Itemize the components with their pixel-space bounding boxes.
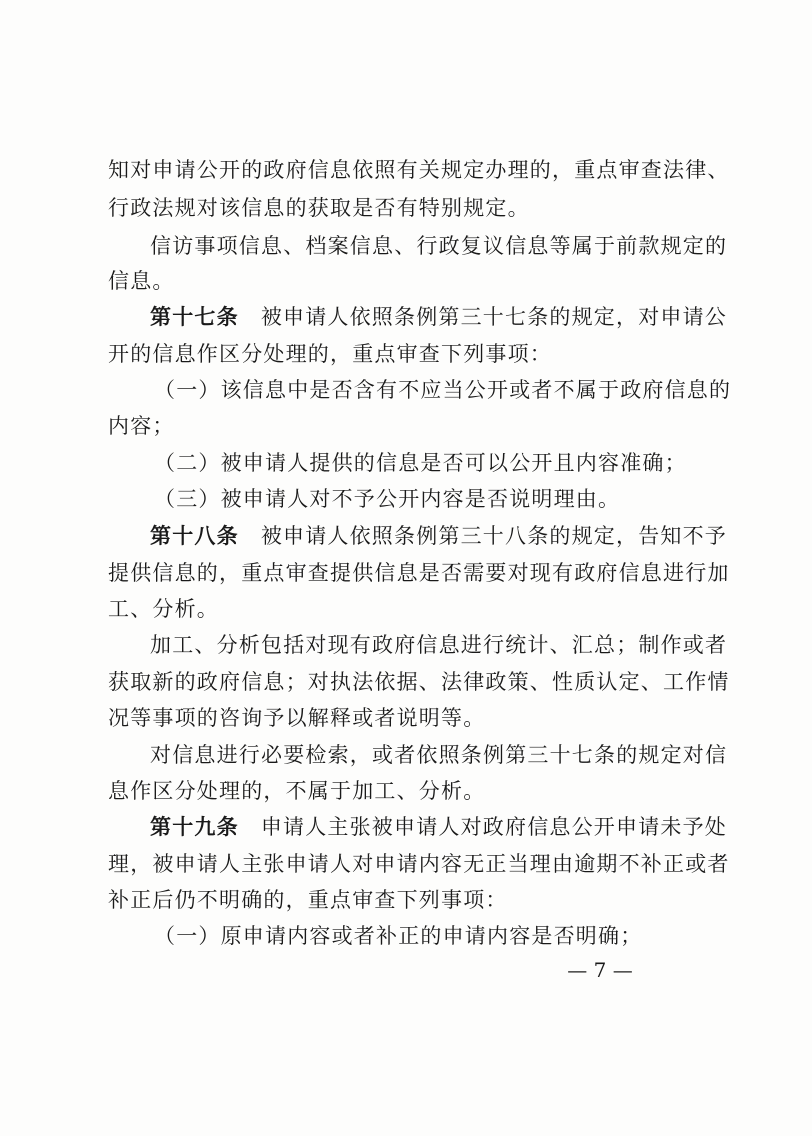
text-line: 开的信息作区分处理的，重点审查下列事项： <box>108 342 552 366</box>
article-17-heading: 第十七条 <box>150 305 239 329</box>
text-line: 申请人主张被申请人对政府信息公开申请未予处 <box>260 815 728 839</box>
article-19-paragraph <box>150 812 728 842</box>
text-line: 知对申请公开的政府信息依照有关规定办理的，重点审查法律、 <box>108 158 730 182</box>
article-19-heading: 第十九条 <box>150 815 239 839</box>
text-line: 获取新的政府信息；对执法依据、法律政策、性质认定、工作情 <box>108 670 730 694</box>
text-line: 内容； <box>108 414 175 438</box>
page-number: — 7 — <box>567 958 633 982</box>
article-18-heading: 第十八条 <box>150 524 239 548</box>
text-line: 况等事项的咨询予以解释或者说明等。 <box>108 706 486 730</box>
text-line: 息作区分处理的，不属于加工、分析。 <box>108 779 486 803</box>
text-line: 加工、分析包括对现有政府信息进行统计、汇总；制作或者 <box>150 633 728 657</box>
text-line: 被申请人依照条例第三十八条的规定，告知不予 <box>260 524 728 548</box>
list-item: （一）该信息中是否含有不应当公开或者不属于政府信息的 <box>154 378 732 402</box>
list-item: （二）被申请人提供的信息是否可以公开且内容准确； <box>154 451 687 475</box>
text-line: 信访事项信息、档案信息、行政复议信息等属于前款规定的 <box>150 234 728 258</box>
text-line: 工、分析。 <box>108 597 219 621</box>
list-item: （三）被申请人对不予公开内容是否说明理由。 <box>154 487 621 511</box>
text-line: 被申请人依照条例第三十七条的规定，对申请公 <box>260 305 728 329</box>
article-17-paragraph <box>150 302 728 332</box>
article-18-paragraph <box>150 521 728 551</box>
text-line: 理，被申请人主张申请人对申请内容无正当理由逾期不补正或者 <box>108 852 730 876</box>
text-line: 行政法规对该信息的获取是否有特别规定。 <box>108 196 530 220</box>
list-item: （一）原申请内容或者补正的申请内容是否明确； <box>154 924 643 948</box>
text-line: 对信息进行必要检索，或者依照条例第三十七条的规定对信 <box>150 743 728 767</box>
text-line: 补正后仍不明确的，重点审查下列事项： <box>108 888 508 912</box>
text-line: 信息。 <box>108 269 175 293</box>
text-line: 提供信息的，重点审查提供信息是否需要对现有政府信息进行加 <box>108 561 730 585</box>
